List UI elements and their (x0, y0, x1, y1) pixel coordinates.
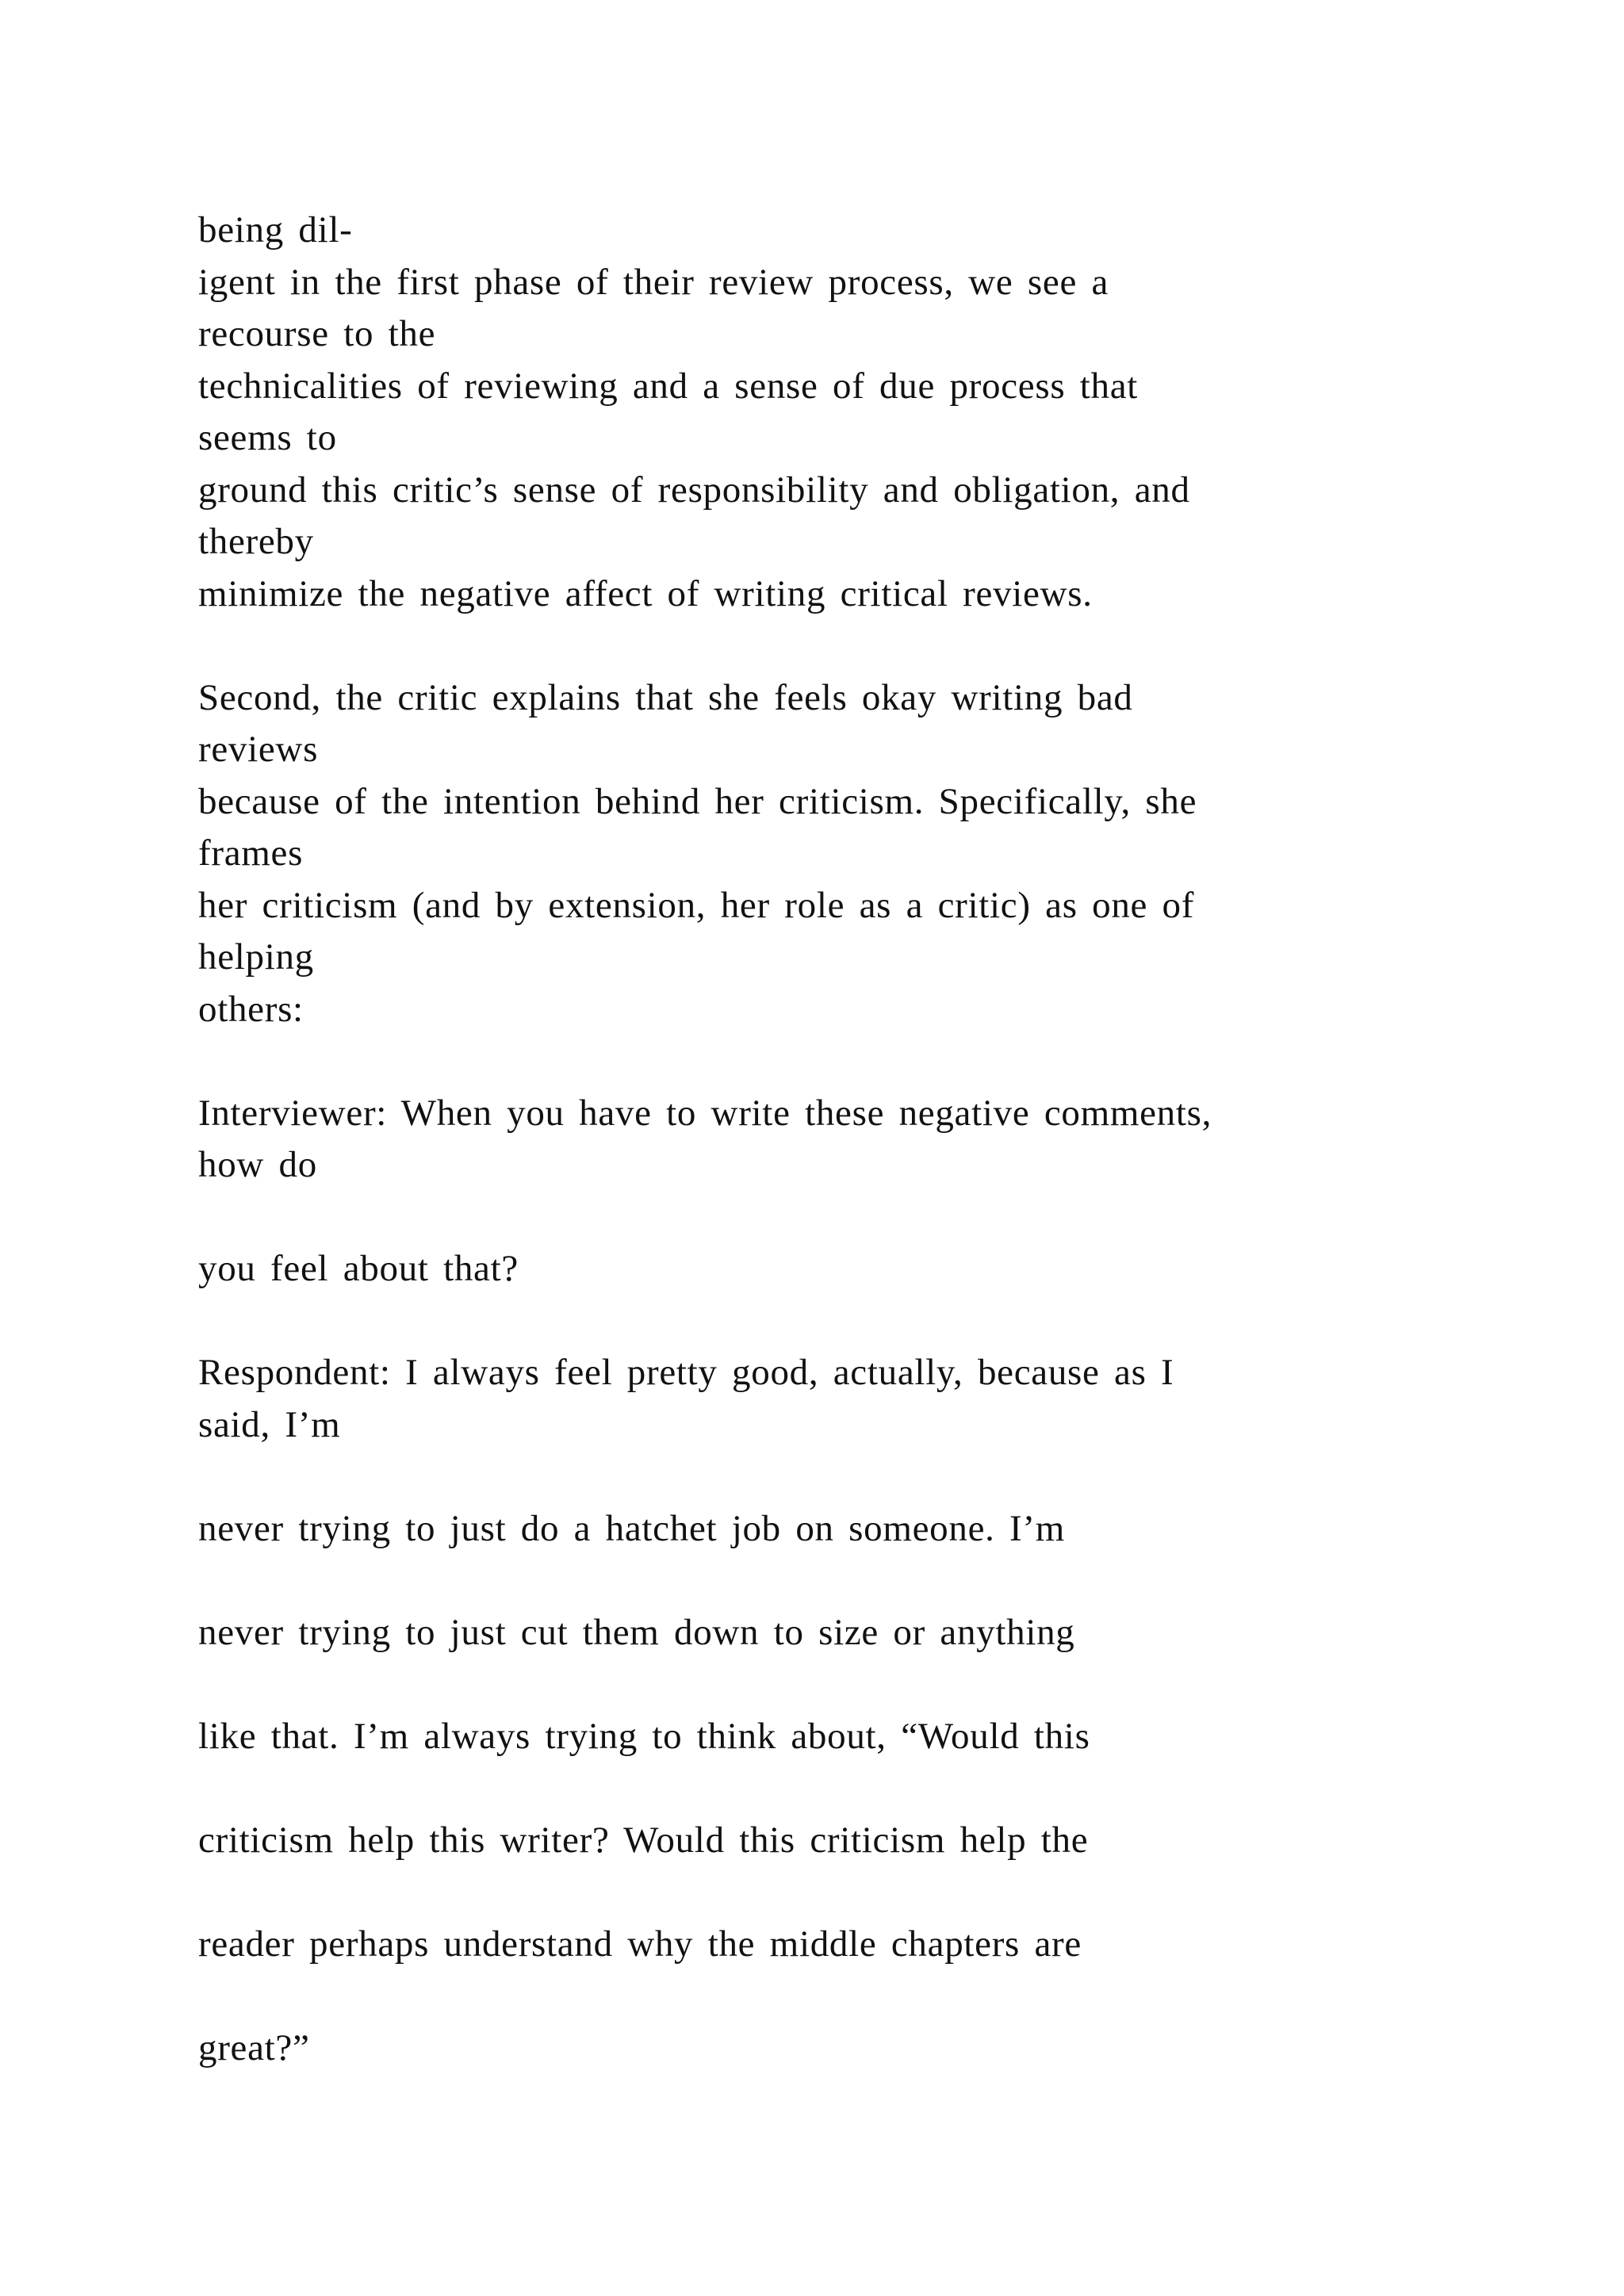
blank-line (198, 1192, 1483, 1244)
text-line: Respondent: I always feel pretty good, actually, because as I (198, 1352, 1174, 1393)
text-line: you feel about that? (198, 1248, 519, 1289)
blank-line (198, 1035, 1483, 1088)
text-line: how do (198, 1144, 317, 1185)
text-line: igent in the first phase of their review process, we see a (198, 261, 1109, 303)
blank-line (198, 1659, 1483, 1711)
text-line: technicalities of reviewing and a sense of due process that (198, 365, 1139, 407)
text-line: seems to (198, 417, 337, 458)
text-line: Interviewer: When you have to write these negative comments, (198, 1092, 1212, 1134)
text-line: like that. I’m always trying to think about, “Would this (198, 1715, 1090, 1757)
text-line: reviews (198, 729, 319, 770)
text-line: Second, the critic explains that she feels okay writing bad (198, 676, 1133, 718)
text-line: her criticism (and by extension, her role as a critic) as one of (198, 884, 1195, 926)
text-line: criticism help this writer? Would this criticism help the (198, 1819, 1089, 1861)
text-line: others: (198, 988, 304, 1030)
blank-line (198, 1451, 1483, 1503)
blank-line (198, 1762, 1483, 1815)
blank-line (198, 1970, 1483, 2022)
text-line: never trying to just do a hatchet job on someone. I’m (198, 1507, 1066, 1549)
text-line: minimize the negative affect of writing critical reviews. (198, 572, 1093, 614)
text-line: recourse to the (198, 313, 436, 354)
blank-line (198, 620, 1483, 672)
text-line: ground this critic’s sense of responsibility and obligation, and (198, 469, 1190, 511)
text-line: said, I’m (198, 1403, 341, 1445)
text-line: helping (198, 936, 314, 978)
text-line: never trying to just cut them down to size or anything (198, 1611, 1075, 1653)
text-line: reader perhaps understand why the middle chapters are (198, 1923, 1082, 1965)
text-line: frames (198, 832, 304, 874)
text-line: thereby (198, 521, 314, 562)
blank-line (198, 1555, 1483, 1607)
blank-line (198, 1295, 1483, 1348)
body-text (198, 205, 1483, 2074)
text-line: great?” (198, 2026, 310, 2068)
text-line: because of the intention behind her criticism. Specifically, she (198, 780, 1197, 822)
blank-line (198, 1866, 1483, 1919)
text-line: being dil- (198, 209, 353, 251)
